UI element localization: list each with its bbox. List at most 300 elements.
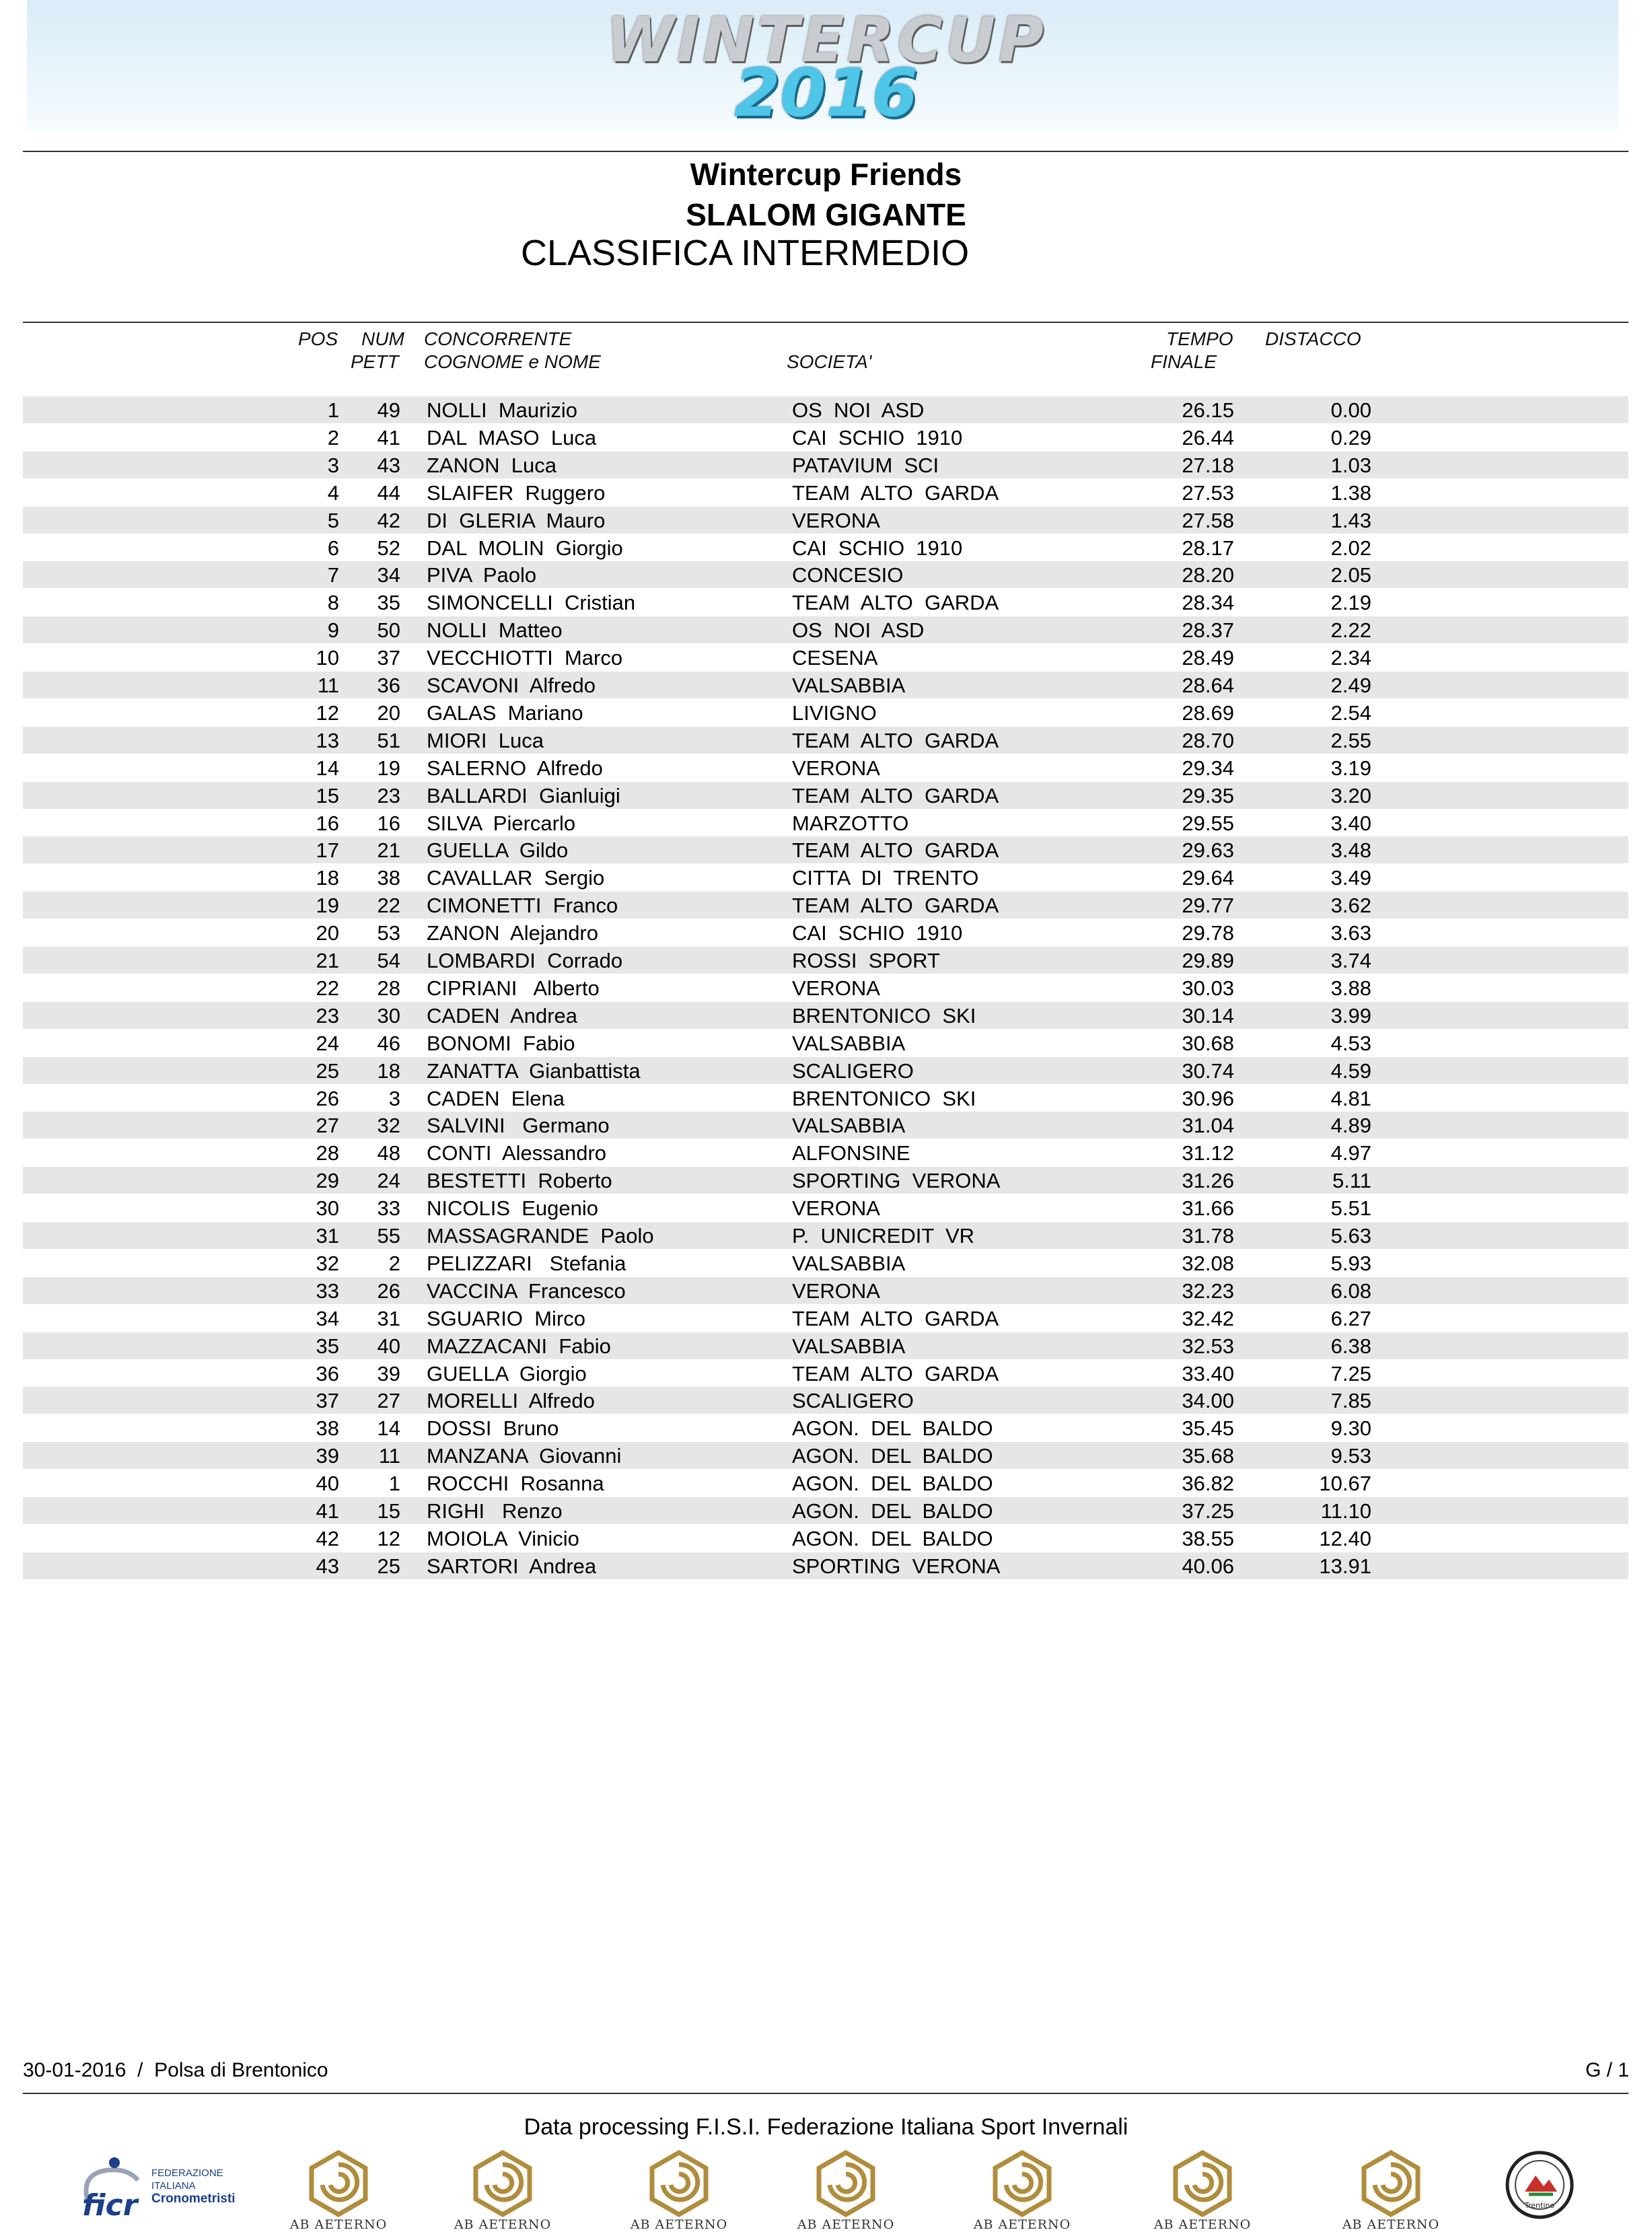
table-row [23,754,1628,781]
col-pett: PETT [351,351,399,372]
ab-aeterno-logo [452,2150,553,2232]
ab-aeterno-icon [305,2150,372,2217]
footer-date-place: 30-01-2016 / Polsa di Brentonico [23,2059,328,2081]
cell-club: VERONA [792,509,880,532]
table-row [23,1552,1628,1579]
cell-gap: 5.11 [1332,1169,1371,1192]
cell-time: 29.64 [1182,866,1234,890]
table-row [23,1414,1628,1441]
table-row [23,644,1628,671]
cell-bib: 22 [377,894,400,917]
cell-name: SGUARIO Mirco [427,1307,585,1330]
cell-name: RIGHI Renzo [427,1499,563,1523]
cell-bib: 33 [377,1196,400,1220]
cell-club: TEAM ALTO GARDA [792,591,999,614]
ab-aeterno-icon [1169,2150,1236,2217]
cell-pos: 1 [327,398,339,422]
cell-club: VERONA [792,756,880,780]
cell-name: SLAIFER Ruggero [427,481,606,505]
ab-aeterno-logo [629,2150,729,2232]
col-finale: FINALE [1151,351,1217,372]
cell-bib: 35 [377,591,400,614]
trentino-badge [1505,2150,1575,2220]
footer-divider [23,2093,1628,2094]
cell-club: CONCESIO [792,563,904,587]
cell-club: BRENTONICO SKI [792,1087,976,1110]
cell-name: ZANON Luca [427,454,556,477]
cell-name: LOMBARDI Corrado [427,949,623,972]
cell-pos: 37 [316,1389,339,1412]
cell-bib: 53 [377,921,400,945]
col-concorrente: CONCORRENTE [424,328,572,349]
cell-pos: 10 [316,646,339,670]
cell-gap: 3.40 [1330,812,1371,835]
cell-time: 28.34 [1182,591,1234,614]
cell-club: MARZOTTO [792,812,909,835]
event-title: Wintercup Friends [690,157,962,192]
cell-bib: 51 [377,729,400,752]
cell-time: 29.34 [1182,756,1234,780]
cell-bib: 39 [377,1362,400,1385]
cell-gap: 5.51 [1330,1196,1371,1220]
cell-time: 29.78 [1182,921,1234,945]
cell-time: 38.55 [1182,1527,1234,1550]
cell-club: VALSABBIA [792,1252,906,1275]
table-row [23,699,1628,726]
cell-club: SPORTING VERONA [792,1554,1001,1578]
col-tempo: TEMPO [1166,328,1233,349]
ficr-line1: FEDERAZIONE ITALIANA [151,2167,223,2192]
svg-text:ficr: ficr [82,2188,138,2221]
cell-gap: 4.59 [1330,1059,1371,1083]
ab-aeterno-icon [645,2150,713,2217]
cell-club: PATAVIUM SCI [792,454,939,477]
cell-club: AGON. DEL BALDO [792,1472,993,1495]
cell-club: TEAM ALTO GARDA [792,894,999,917]
table-row [23,1030,1628,1056]
col-societa: SOCIETA' [787,351,872,372]
cell-name: SIMONCELLI Cristian [427,591,636,614]
cell-gap: 4.89 [1330,1114,1371,1137]
cell-time: 30.96 [1182,1087,1234,1110]
table-row [23,1057,1628,1084]
cell-name: ZANON Alejandro [427,921,598,945]
table-row [23,974,1628,1001]
cell-gap: 3.62 [1330,894,1371,917]
cell-time: 40.06 [1182,1554,1234,1578]
cell-club: AGON. DEL BALDO [792,1499,993,1523]
cell-gap: 9.53 [1330,1444,1371,1468]
cell-club: TEAM ALTO GARDA [792,729,999,752]
cell-time: 30.74 [1182,1059,1234,1083]
cell-pos: 35 [316,1334,339,1358]
cell-bib: 31 [377,1307,400,1330]
cell-gap: 4.81 [1330,1087,1371,1110]
ab-aeterno-caption: AB AETERNO [630,2217,728,2232]
table-row [23,782,1628,809]
cell-bib: 41 [377,426,400,449]
cell-time: 28.69 [1182,701,1234,725]
cell-name: SALVINI Germano [427,1114,610,1137]
cell-gap: 10.67 [1319,1472,1371,1495]
cell-gap: 3.48 [1330,838,1371,862]
cell-name: SARTORI Andrea [427,1554,597,1578]
table-row [23,1194,1628,1221]
cell-time: 27.53 [1182,481,1234,505]
cell-pos: 19 [316,894,339,917]
cell-gap: 2.22 [1330,618,1371,642]
cell-name: PIVA Paolo [427,563,537,587]
ab-aeterno-icon [989,2150,1056,2217]
cell-time: 28.70 [1182,729,1234,752]
table-row [23,727,1628,754]
data-processing-note: Data processing F.I.S.I. Federazione Italiana Sport Invernali [524,2114,1128,2140]
cell-bib: 15 [377,1499,400,1523]
cell-gap: 13.91 [1319,1554,1371,1578]
cell-name: DAL MOLIN Giorgio [427,536,623,560]
cell-gap: 11.10 [1320,1499,1371,1523]
logo-line2: 2016 [734,55,918,132]
cell-bib: 21 [377,838,400,862]
cell-club: VALSABBIA [792,1032,906,1055]
cell-time: 32.53 [1182,1334,1234,1358]
table-row [23,809,1628,836]
cell-club: CITTA DI TRENTO [792,866,979,890]
cell-bib: 32 [377,1114,400,1137]
cell-club: SPORTING VERONA [792,1169,1001,1192]
cell-gap: 1.43 [1330,509,1371,532]
cell-name: BONOMI Fabio [427,1032,575,1055]
cell-club: TEAM ALTO GARDA [792,838,999,862]
ficr-mark-icon [74,2153,151,2221]
cell-club: AGON. DEL BALDO [792,1527,993,1550]
cell-pos: 29 [316,1169,339,1192]
cell-pos: 38 [316,1416,339,1440]
cell-pos: 17 [316,838,339,862]
cell-name: NICOLIS Eugenio [427,1196,599,1220]
table-row [23,1470,1628,1497]
cell-pos: 40 [316,1472,339,1495]
cell-gap: 2.54 [1330,701,1371,725]
table-row [23,1085,1628,1112]
cell-gap: 2.19 [1330,591,1371,614]
cell-name: CONTI Alessandro [427,1141,607,1165]
cell-gap: 12.40 [1319,1527,1371,1550]
cell-pos: 12 [316,701,339,725]
table-row [23,1222,1628,1249]
cell-gap: 3.19 [1330,756,1371,780]
cell-club: VALSABBIA [792,674,906,697]
ficr-logo [74,2153,249,2227]
cell-time: 29.55 [1182,812,1234,835]
cell-time: 28.20 [1182,563,1234,587]
table-row [23,1112,1628,1139]
cell-club: CAI SCHIO 1910 [792,426,963,449]
cell-club: TEAM ALTO GARDA [792,1362,999,1385]
table-row [23,452,1628,478]
table-row [23,672,1628,698]
cell-gap: 3.49 [1330,866,1371,890]
table-row [23,589,1628,616]
table-row [23,1305,1628,1332]
cell-club: TEAM ALTO GARDA [792,481,999,505]
cell-pos: 3 [327,454,339,477]
ab-aeterno-caption: AB AETERNO [1342,2217,1440,2232]
cell-name: BESTETTI Roberto [427,1169,612,1192]
cell-club: OS NOI ASD [792,398,925,422]
cell-club: VERONA [792,976,880,1000]
cell-time: 28.17 [1182,536,1234,560]
cell-gap: 2.34 [1330,646,1371,670]
table-row [23,479,1628,506]
cell-club: TEAM ALTO GARDA [792,1307,999,1330]
cell-pos: 22 [316,976,339,1000]
cell-pos: 36 [316,1362,339,1385]
cell-time: 33.40 [1182,1362,1234,1385]
cell-club: TEAM ALTO GARDA [792,784,999,807]
table-row [23,396,1628,423]
cell-bib: 48 [377,1141,400,1165]
ab-aeterno-icon [469,2150,536,2217]
cell-time: 27.18 [1182,454,1234,477]
cell-name: MAZZACANI Fabio [427,1334,611,1358]
cell-time: 26.15 [1182,398,1234,422]
ab-aeterno-caption: AB AETERNO [1153,2217,1252,2232]
table-row [23,836,1628,863]
cell-club: CESENA [792,646,878,670]
cell-name: GALAS Mariano [427,701,583,725]
cell-time: 32.42 [1182,1307,1234,1330]
ab-aeterno-caption: AB AETERNO [454,2217,552,2232]
cell-pos: 32 [316,1252,339,1275]
table-row [23,864,1628,891]
cell-gap: 5.93 [1330,1252,1371,1275]
cell-club: CAI SCHIO 1910 [792,536,963,560]
cell-time: 37.25 [1182,1499,1234,1523]
cell-gap: 6.38 [1330,1334,1371,1358]
ab-aeterno-caption: AB AETERNO [797,2217,895,2232]
cell-time: 31.26 [1182,1169,1234,1192]
cell-club: ROSSI SPORT [792,949,940,972]
table-row [23,507,1628,534]
cell-name: CADEN Andrea [427,1004,577,1028]
cell-time: 29.35 [1182,784,1234,807]
cell-gap: 0.00 [1330,398,1371,422]
cell-pos: 16 [316,812,339,835]
ab-aeterno-logo [1340,2150,1441,2232]
cell-bib: 46 [377,1032,400,1055]
cell-club: CAI SCHIO 1910 [792,921,963,945]
cell-club: VALSABBIA [792,1114,906,1137]
table-row [23,1250,1628,1276]
cell-bib: 52 [377,536,400,560]
cell-gap: 7.25 [1330,1362,1371,1385]
cell-time: 31.12 [1182,1141,1234,1165]
cell-bib: 44 [377,481,400,505]
cell-name: CIPRIANI Alberto [427,976,600,1000]
cell-gap: 4.97 [1330,1141,1371,1165]
table-row [23,1497,1628,1524]
cell-gap: 3.20 [1330,784,1371,807]
cell-bib: 37 [377,646,400,670]
col-pos: POS [298,328,338,349]
table-row [23,1387,1628,1414]
cell-gap: 1.03 [1330,454,1371,477]
cell-club: P. UNICREDIT VR [792,1224,975,1248]
cell-name: MANZANA Giovanni [427,1444,622,1468]
cell-pos: 7 [327,563,339,587]
ab-aeterno-caption: AB AETERNO [973,2217,1071,2232]
table-row [23,424,1628,451]
cell-bib: 1 [388,1472,400,1495]
logo-line1: WINTERCUP [606,4,1046,76]
cell-name: ROCCHI Rosanna [427,1472,604,1495]
cell-pos: 41 [316,1499,339,1523]
table-row [23,1139,1628,1166]
table-row [23,892,1628,919]
cell-pos: 8 [327,591,339,614]
cell-time: 28.37 [1182,618,1234,642]
cell-name: CAVALLAR Sergio [427,866,605,890]
badge-text: Trentino [1524,2201,1555,2210]
cell-name: NOLLI Maurizio [427,398,577,422]
cell-gap: 2.55 [1330,729,1371,752]
cell-name: CIMONETTI Franco [427,894,618,917]
footer-page: G / 1 [1585,2059,1629,2081]
cell-pos: 28 [316,1141,339,1165]
cell-bib: 38 [377,866,400,890]
cell-pos: 33 [316,1279,339,1303]
table-row [23,616,1628,643]
cell-time: 35.68 [1182,1444,1234,1468]
table-row [23,561,1628,588]
cell-club: ALFONSINE [792,1141,910,1165]
ab-aeterno-logo [288,2150,389,2232]
cell-pos: 6 [327,536,339,560]
cell-gap: 3.63 [1330,921,1371,945]
cell-club: SCALIGERO [792,1389,914,1412]
cell-bib: 42 [377,509,400,532]
cell-name: SILVA Piercarlo [427,812,576,835]
cell-time: 29.63 [1182,838,1234,862]
cell-name: VACCINA Francesco [427,1279,626,1303]
cell-name: NOLLI Matteo [427,618,563,642]
cell-pos: 24 [316,1032,339,1055]
cell-club: AGON. DEL BALDO [792,1416,993,1440]
col-cognome-nome: COGNOME e NOME [424,351,601,372]
ficr-line2: Cronometristi [151,2192,236,2206]
cell-pos: 31 [316,1224,339,1248]
cell-club: BRENTONICO SKI [792,1004,976,1028]
cell-time: 30.68 [1182,1032,1234,1055]
classification-title: CLASSIFICA INTERMEDIO [521,233,970,273]
table-row [23,1167,1628,1194]
cell-time: 34.00 [1182,1389,1234,1412]
cell-club: VERONA [792,1279,880,1303]
cell-bib: 3 [388,1087,400,1110]
discipline-title: SLALOM GIGANTE [686,197,966,232]
cell-bib: 34 [377,563,400,587]
cell-bib: 36 [377,674,400,697]
cell-pos: 18 [316,866,339,890]
cell-gap: 0.29 [1330,426,1371,449]
cell-time: 28.64 [1182,674,1234,697]
cell-time: 35.45 [1182,1416,1234,1440]
cell-club: LIVIGNO [792,701,877,725]
cell-gap: 2.49 [1330,674,1371,697]
cell-time: 36.82 [1182,1472,1234,1495]
trentino-badge-icon [1505,2150,1575,2220]
cell-gap: 5.63 [1330,1224,1371,1248]
cell-gap: 4.53 [1330,1032,1371,1055]
cell-name: MORELLI Alfredo [427,1389,595,1412]
cell-time: 32.08 [1182,1252,1234,1275]
cell-pos: 23 [316,1004,339,1028]
cell-time: 29.77 [1182,894,1234,917]
table-row [23,1525,1628,1552]
cell-pos: 30 [316,1196,339,1220]
cell-name: ZANATTA Gianbattista [427,1059,641,1083]
cell-name: GUELLA Gildo [427,838,569,862]
cell-pos: 26 [316,1087,339,1110]
col-distacco: DISTACCO [1265,328,1361,349]
cell-name: BALLARDI Gianluigi [427,784,620,807]
cell-time: 28.49 [1182,646,1234,670]
ab-aeterno-icon [812,2150,879,2217]
cell-name: DI GLERIA Mauro [427,509,606,532]
cell-gap: 3.99 [1330,1004,1371,1028]
cell-bib: 24 [377,1169,400,1192]
cell-pos: 13 [316,729,339,752]
cell-pos: 5 [327,509,339,532]
table-row [23,947,1628,974]
cell-time: 27.58 [1182,509,1234,532]
cell-gap: 3.74 [1330,949,1371,972]
cell-time: 30.03 [1182,976,1234,1000]
cell-pos: 4 [327,481,339,505]
table-row [23,1360,1628,1387]
cell-gap: 6.27 [1330,1307,1371,1330]
ab-aeterno-logo [795,2150,896,2232]
ab-aeterno-caption: AB AETERNO [289,2217,388,2232]
cell-bib: 12 [377,1527,400,1550]
col-num: NUM [361,328,404,349]
cell-pos: 21 [316,949,339,972]
cell-time: 29.89 [1182,949,1234,972]
table-row [23,919,1628,946]
cell-bib: 19 [377,756,400,780]
table-divider [23,322,1628,323]
cell-bib: 55 [377,1224,400,1248]
cell-bib: 14 [377,1416,400,1440]
cell-club: SCALIGERO [792,1059,914,1083]
cell-bib: 26 [377,1279,400,1303]
cell-gap: 2.02 [1330,536,1371,560]
cell-name: SCAVONI Alfredo [427,674,596,697]
cell-time: 30.14 [1182,1004,1234,1028]
cell-name: SALERNO Alfredo [427,756,603,780]
cell-pos: 14 [316,756,339,780]
wintercup-logo [0,0,1652,131]
cell-bib: 28 [377,976,400,1000]
cell-pos: 2 [327,426,339,449]
cell-pos: 39 [316,1444,339,1468]
cell-name: MOIOLA Vinicio [427,1527,579,1550]
table-row [23,1442,1628,1469]
cell-time: 31.66 [1182,1196,1234,1220]
table-row [23,534,1628,561]
cell-pos: 27 [316,1114,339,1137]
